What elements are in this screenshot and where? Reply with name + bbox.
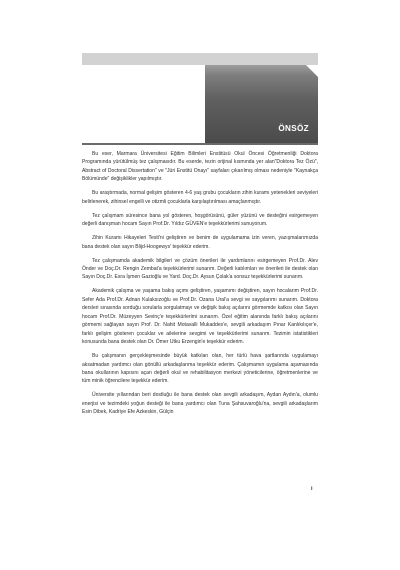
folded-corner — [306, 65, 318, 77]
paragraph: Bu araştırmada, normal gelişim gösteren 4-6 yaş grubu çocukların zihin kuramı yetenekleri seviyeleri belirlenerek, zihinsel engelli ve otizmli çocuklarla karşılaştırılması amaçlanmıştır. — [82, 190, 318, 205]
page-number: i — [311, 486, 313, 492]
paragraph: Zihin Kuramı Hikayeleri Testi'ni geliştiren ve benim de uygulamama izin veren, yazışmalarımızda bana destek olan sayın Blijd-Hoogewys' teşekkür ederim. — [82, 235, 318, 250]
preface-body — [82, 150, 318, 422]
chapter-title: ÖNSÖZ — [278, 124, 309, 133]
paragraph: Tez çalışmamda akademik bilgileri ve çözüm önerileri ile yardımlarını esirgemeyen Prof.Dr. Alev Önder ve Doç.Dr. Rengin Zembat'a teşekkürlerimi sunarım. Değerli katılımları ve önerileri ile destek olan Sayın Doç.Dr. Esra İşmen Gazioğlu ve Yard. Doç.Dr. Aysun Çolak'a sonsuz teşekkürlerimi sunarım. — [82, 257, 318, 281]
paragraph: Bu eser, Marmara Üniversitesi Eğitim Bilimleri Enstitüsü Okul Öncesi Öğretmenliği Doktora Programında yürütülmüş tez çalışmasıdır. Bu eserde, tezin orijinal kısmında yer alan"Doktora Tez Özü", Abstract of Doctoral Dissertation" ve "Jüri Enstitü Onayı" sayfaları çıkarılmış olması nedeniyle "Kaynakça Bölümünde" değişiklikler yapılmıştır. — [82, 151, 318, 183]
paragraph: Tez çalışmam süresince bana yol gösteren, hoşgörüsünü, güler yüzünü ve desteğini esirgemeyen değerli danışman hocam Sayın Prof.Dr. Yıldız GÜVEN'e teşekkürlerimi sunuyorum. — [82, 212, 318, 228]
paragraph: Bu çalışmanın gerçekleşmesinde büyük katkıları olan, her türlü hava şartlarında uygulamayı aksatmadan yardımcı olan gönüllü arkadaşlarıma teşekkür ederim. Çalışmamın uygulama aşamasında bana okullarının kapısını açan değerli okul ve rehabilitasyon merkezi yöneticilerine, öğretmenlerine ve tüm minik öğrencilere teşekkür ederim. — [82, 353, 318, 385]
heading-divider — [82, 143, 318, 145]
header-band — [82, 53, 318, 65]
chapter-heading-block — [205, 65, 318, 143]
paragraph: Üniversite yıllarından beri dostluğu ile bana destek olan sevgili arkadaşım, Aydan Aydın'a, olumlu enerjisi ve tezimdeki yoğun desteği ile bana yardımcı olan Tuna Şahsuvaroğlu'na, sevgili arkadaşlarım Esin Dibek, Kadriye Efe Azkeskin, Gülçin — [82, 392, 318, 416]
paragraph: Akademik çalışma ve yaşama bakış açımı geliştiren, yaşamımı değiştiren, sayın hocalarım Prof.Dr. Sefer Ada Prof.Dr. Adnan Kulaksızoğlu ve Prof.Dr. Ozana Ural'a sevgi ve saygılarımı sunarım. Doktora dersleri sırasında sorduğu sorularla sorgulatmayı ve değişik bakış açılarını görmemde katkısı olan Sayın hocam Prof.Dr. Müzeyyen Sevinç'e teşekkürlerimi sunarım. Özel eğitim alanında farklı bakış açılarını görmemi sağlayan sayın Prof. Dr. Nahit Motavalli Mukaddes'e, sevgili arkadaşım Pınar Kanlıkılıçer'e, farklı gelişim gösteren çocuklar ve ailelerine sevgimi ve teşekkürlerimi sunarım. Tezimin istatistikleri konusunda bana destek olan Dr. Ömer Utku Erzengin'e teşekkür ederim. — [82, 288, 318, 346]
